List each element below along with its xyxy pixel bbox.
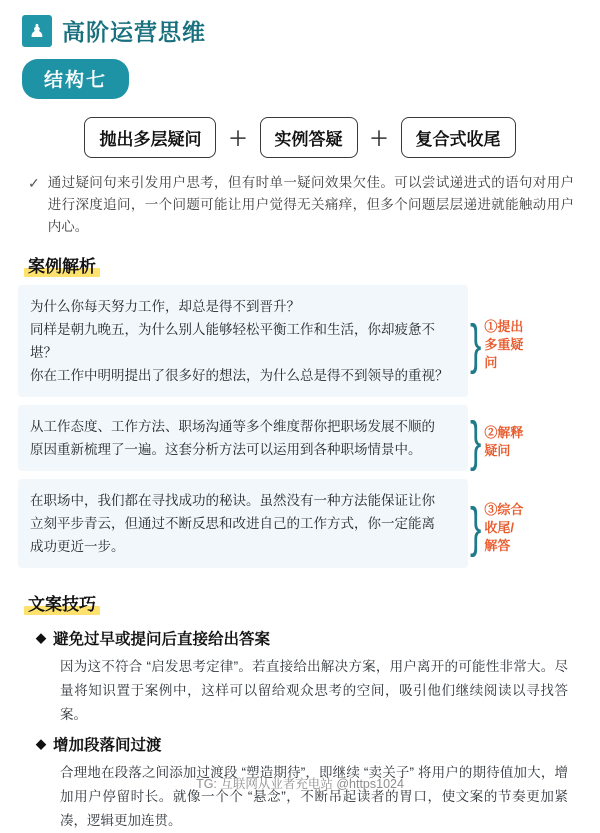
intro-text: 通过疑问句来引发用户思考，但有时单一疑问效果欠佳。可以尝试递进式的语句对用户进行深度追问，一个问题可能让用户觉得无关痛痒，但多个问题层层递进就能触动用户内心。 bbox=[47, 175, 574, 234]
logo-glyph: ♟ bbox=[28, 20, 46, 41]
case-blocks bbox=[18, 285, 582, 576]
pill-step-2: 实例答疑 bbox=[260, 117, 358, 158]
pill-step-3: 复合式收尾 bbox=[401, 117, 516, 158]
structure-pills bbox=[18, 117, 582, 158]
case-line: 同样是朝九晚五，为什么别人能够轻松平衡工作和生活，你却疲惫不堪？ bbox=[30, 322, 435, 360]
case-block-3 bbox=[18, 479, 468, 568]
diamond-bullet-icon: ◆ bbox=[36, 736, 46, 751]
status-badge: 结构七 bbox=[22, 59, 129, 99]
case-line: 成功更近一步。 bbox=[30, 539, 125, 554]
case-row-3 bbox=[18, 479, 524, 576]
brace-icon: } bbox=[470, 497, 482, 558]
case-line: 从工作态度、工作方法、职场沟通等多个维度帮你把职场发展不顺的 bbox=[30, 419, 435, 434]
tip-title: 增加段落间过渡 bbox=[53, 737, 162, 754]
case-label-text: ①提出多重疑问 bbox=[484, 319, 524, 370]
page-title: 高阶运营思维 bbox=[62, 19, 206, 45]
case-line: 在职场中，我们都在寻找成功的秘诀。虽然没有一种方法能保证让你 bbox=[30, 493, 435, 508]
tip-title: 避免过早或提问后直接给出答案 bbox=[53, 631, 271, 648]
section-tag-container bbox=[18, 59, 582, 99]
pill-step-1: 抛出多层疑问 bbox=[84, 117, 216, 158]
case-label-text: ②解释疑问 bbox=[484, 425, 524, 458]
plus-icon-2: ＋ bbox=[369, 129, 389, 150]
case-row-1 bbox=[18, 285, 524, 405]
tips-list bbox=[18, 627, 582, 833]
tip-body: 因为这不符合 “启发思考定律”。若直接给出解决方案，用户离开的可能性非常大。尽量将知识置于案例中，这样可以留给观众思考的空间，吸引他们继续阅读以寻找答案。 bbox=[60, 659, 568, 722]
case-label-2 bbox=[468, 405, 524, 479]
page-header bbox=[18, 14, 582, 47]
plus-icon-1: ＋ bbox=[228, 129, 248, 150]
diamond-bullet-icon: ◆ bbox=[36, 630, 46, 645]
case-line: 你在工作中明明提出了很多好的想法，为什么总是得不到领导的重视？ bbox=[30, 368, 449, 383]
check-icon: ✓ bbox=[28, 175, 40, 191]
case-label-1 bbox=[468, 285, 524, 405]
brace-icon: } bbox=[470, 314, 482, 376]
case-block-1 bbox=[18, 285, 468, 397]
tip-item-1 bbox=[18, 627, 582, 727]
tip-title-row-2 bbox=[18, 733, 582, 755]
case-line: 为什么你每天努力工作，却总是得不到晋升？ bbox=[30, 299, 300, 314]
tip-title-row-1 bbox=[18, 627, 582, 649]
case-row-2 bbox=[18, 405, 524, 479]
footer-watermark: TG: 互联网从业者充电站 @https1024 bbox=[196, 777, 404, 791]
tip-body: 合理地在段落之间添加过渡段 “塑造期待”，即继续 “卖关子” 将用户的期待值加大，增加用户停留时长。就像一个个 “悬念”，不断吊起读者的胃口，使文案的节奏更加紧凑，逻辑更加连贯。 bbox=[60, 765, 568, 828]
tips-section-heading: 文案技巧 bbox=[24, 590, 100, 615]
chess-pawn-icon bbox=[22, 15, 52, 47]
case-block-2 bbox=[18, 405, 468, 471]
case-section-heading: 案例解析 bbox=[24, 252, 100, 277]
case-line: 立刻平步青云，但通过不断反思和改进自己的工作方式，你一定能离 bbox=[30, 516, 435, 531]
case-label-3 bbox=[468, 479, 524, 576]
case-line: 原因重新梳理了一遍。这套分析方法可以运用到各种职场情景中。 bbox=[30, 442, 422, 457]
intro-note bbox=[18, 172, 582, 238]
case-label-text: ③综合收尾/解答 bbox=[484, 501, 524, 553]
brace-icon: } bbox=[470, 411, 482, 473]
